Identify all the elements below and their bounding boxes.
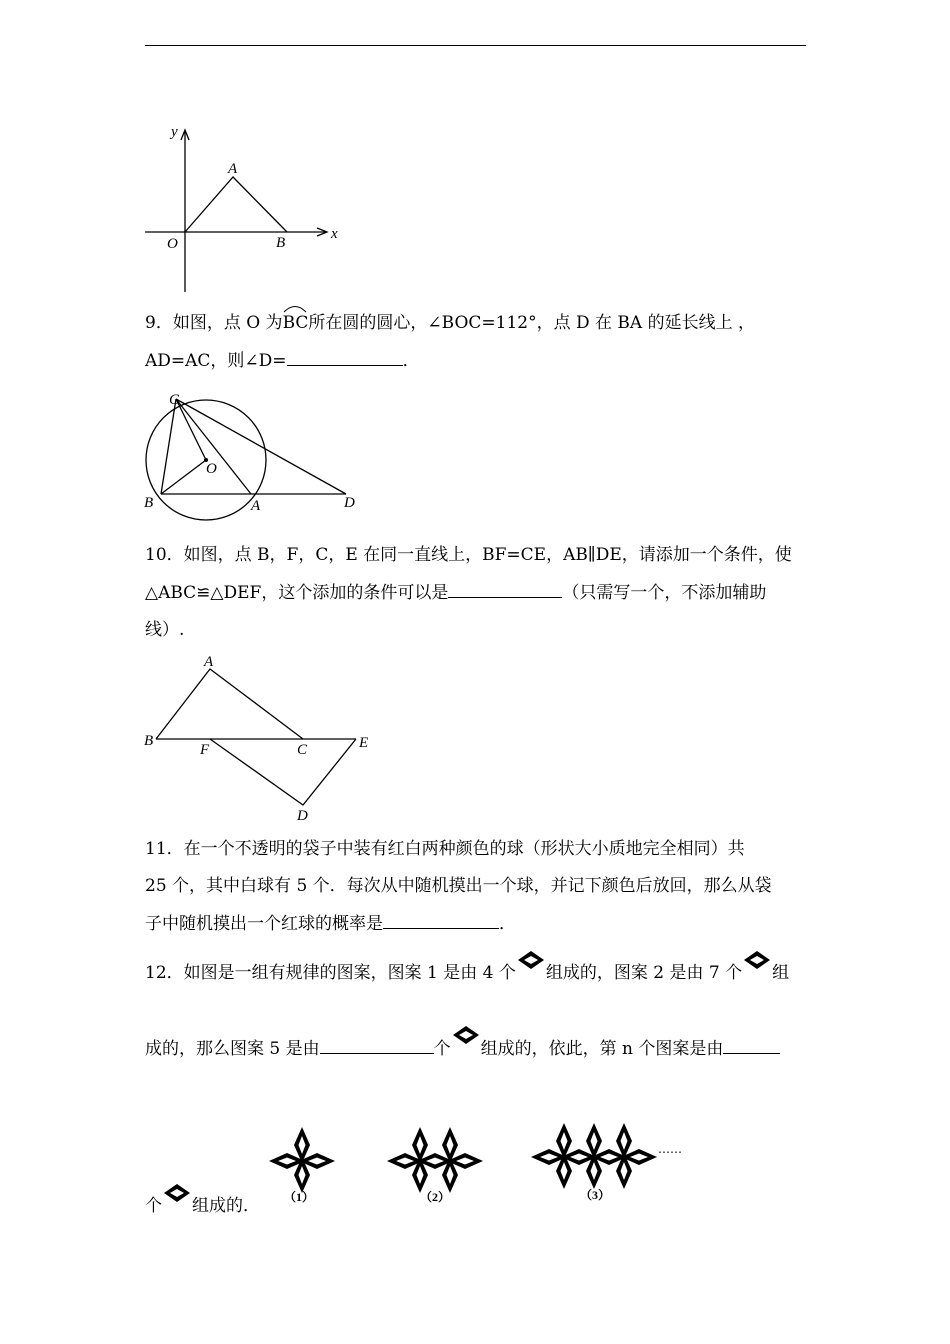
q9-line-2 xyxy=(145,349,420,372)
point-b-label: B xyxy=(144,495,154,511)
q9-line-1 xyxy=(145,312,755,334)
q10-text-2a: △ABC≌△DEF，这个添加的条件可以是 xyxy=(145,583,449,603)
diamond-icon xyxy=(516,950,546,976)
pattern-figure-1 xyxy=(268,1126,338,1186)
pattern-figure-2 xyxy=(386,1126,486,1186)
q12-text-2b: 个 xyxy=(433,1039,451,1059)
q10-line-3: 线）. xyxy=(145,620,185,640)
q9-answer-blank[interactable] xyxy=(287,349,403,366)
q10-answer-blank[interactable] xyxy=(448,581,562,598)
q9-text-1: 9．如图，点 O 为 xyxy=(145,313,283,333)
pattern-caption-3: （3） xyxy=(580,1188,611,1202)
point-a-label: A xyxy=(251,498,261,514)
point-b-label: B xyxy=(276,235,286,251)
diamond-icon xyxy=(451,1025,481,1051)
q11-text-3a: 子中随机摸出一个红球的概率是 xyxy=(145,914,383,934)
point-a-label: A xyxy=(228,161,238,177)
q10-text-2b: （只需写一个，不添加辅助 xyxy=(562,583,767,603)
q11-line-3 xyxy=(145,912,516,935)
point-d-label: D xyxy=(297,808,308,824)
x-axis-label: x xyxy=(331,226,338,242)
point-d-label: D xyxy=(344,495,355,511)
q11-line-2: 25 个，其中白球有 5 个．每次从中随机摸出一个球，并记下颜色后放回，那么从袋 xyxy=(145,876,772,896)
q9-text-3: AD=AC，则∠D= xyxy=(145,351,287,371)
q12-line-1 xyxy=(145,962,789,988)
point-a-label: A xyxy=(204,654,214,670)
q12-text-2a: 成的，那么图案 5 是由 xyxy=(145,1039,320,1059)
point-b-label: B xyxy=(144,733,154,749)
pattern-ellipsis: …… xyxy=(658,1142,682,1156)
point-o-label: O xyxy=(206,461,217,477)
diamond-icon xyxy=(162,1183,192,1209)
q12-text-1a: 12．如图是一组有规律的图案，图案 1 是由 4 个 xyxy=(145,963,516,983)
y-axis-label: y xyxy=(171,124,178,140)
q9-text-2: 所在圆的圆心，∠BOC=112°，点 D 在 BA 的延长线上 ， xyxy=(308,313,755,333)
point-c-label: C xyxy=(169,392,180,408)
point-f-label: F xyxy=(200,742,210,758)
q12-text-2c: 组成的，依此，第 n 个图案是由 xyxy=(480,1039,724,1059)
q12-line-3 xyxy=(145,1195,260,1221)
q9-arc-label: BC xyxy=(282,313,309,333)
point-c-label: C xyxy=(297,742,308,758)
pattern-caption-1: （1） xyxy=(284,1190,315,1204)
q12-text-3b: 组成的． xyxy=(192,1196,260,1216)
figure-coordinate-triangle xyxy=(140,120,350,295)
q10-line-2 xyxy=(145,581,766,604)
figure-circle-triangle xyxy=(140,388,370,523)
diamond-icon xyxy=(742,950,772,976)
q11-line-1: 11．在一个不透明的袋子中装有红白两种颜色的球（形状大小质地完全相同）共 xyxy=(145,839,745,859)
q12-text-1c: 组 xyxy=(772,963,790,983)
pattern-caption-2: （2） xyxy=(420,1190,451,1204)
pattern-figure-3 xyxy=(530,1122,660,1184)
q11-text-3b: ． xyxy=(499,914,516,934)
header-rule xyxy=(145,45,806,46)
q12-answer-blank-2[interactable] xyxy=(723,1037,780,1054)
q12-text-3a: 个 xyxy=(145,1196,162,1216)
q12-text-1b: 组成的，图案 2 是由 7 个 xyxy=(545,963,743,983)
origin-label: O xyxy=(167,236,178,252)
q12-line-2 xyxy=(145,1037,780,1063)
q10-line-1: 10．如图，点 B，F，C，E 在同一直线上，BF=CE，AB∥DE，请添加一个条件，使 xyxy=(145,545,792,565)
figure-two-triangles xyxy=(140,652,380,827)
point-e-label: E xyxy=(359,735,369,751)
q9-text-4: ． xyxy=(402,351,420,371)
q9-arc-bc xyxy=(283,312,309,334)
q11-answer-blank[interactable] xyxy=(383,912,499,929)
q12-answer-blank-1[interactable] xyxy=(320,1037,434,1054)
